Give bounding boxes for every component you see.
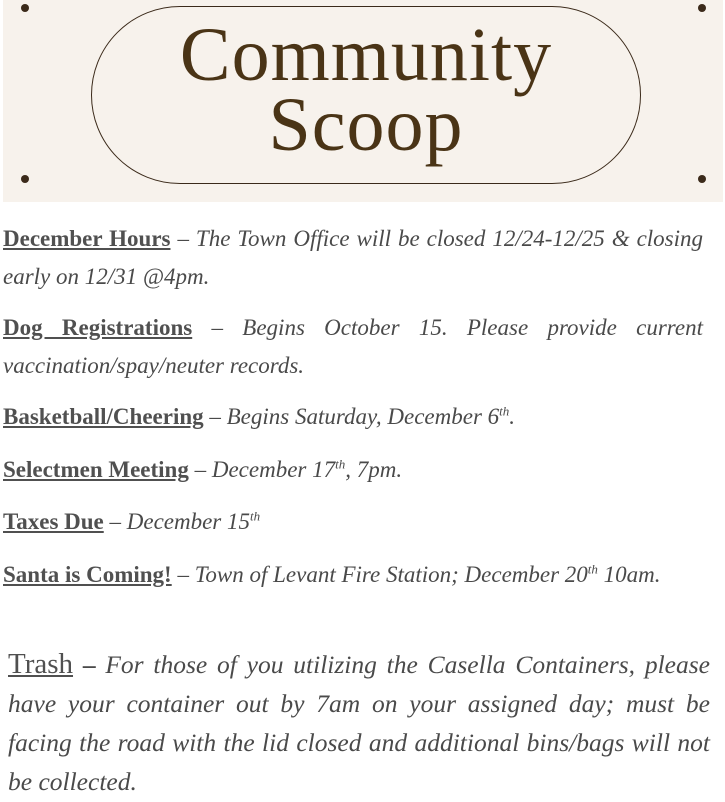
title-line-1: Community [179,13,553,97]
item-superscript: th [499,403,510,419]
item-text: December 17 [211,456,336,482]
item-suffix: , 7pm. [345,456,403,482]
trash-announcement [8,645,710,801]
item-heading: December Hours [3,226,171,251]
item-heading: Dog Registrations [3,315,193,340]
title-line-2: Scoop [268,83,464,167]
item-text: Begins October 15. Please provide current vaccination/spay/neuter records. [3,315,703,378]
item-text: Begins Saturday, December 6 [226,404,500,429]
announcement-item [3,309,703,384]
item-heading: Santa is Coming! [3,561,172,587]
announcement-item [3,398,703,436]
corner-dot [21,175,29,183]
newsletter-title [91,13,641,167]
trash-text: For those of you utilizing the Casella Containers, please have your container out by 7am on your assigned day; must be facing the road with the lid closed and additional bins/bags will not be collected. [8,650,710,796]
item-text: The Town Office will be closed 12/24-12/25 & closing early on 12/31 @4pm. [3,226,704,289]
corner-dot [698,175,706,183]
item-heading: Taxes Due [3,509,104,534]
announcement-item [3,220,703,295]
announcement-item [3,451,703,489]
announcement-item [3,503,703,541]
item-text: Town of Levant Fire Station; December 20 [194,561,588,587]
item-separator: – [103,509,127,534]
item-text: December 15 [126,509,251,534]
masthead-banner [3,0,723,202]
item-separator: – [188,456,212,482]
item-heading: Basketball/Cheering [3,404,204,429]
item-separator: – [171,561,195,587]
corner-dot [21,4,29,12]
item-separator: – [170,226,196,251]
announcement-list [3,220,703,593]
item-superscript: th [587,560,598,576]
announcement-item [3,556,703,594]
trash-heading: Trash [8,648,74,680]
corner-dot [698,4,706,12]
item-suffix: . [509,404,516,429]
item-separator: – [192,315,243,340]
trash-separator: – [73,650,106,679]
item-separator: – [203,404,227,429]
item-heading: Selectmen Meeting [3,456,189,482]
item-superscript: th [250,508,261,524]
item-suffix: 10am. [597,561,661,587]
item-superscript: th [335,455,346,471]
